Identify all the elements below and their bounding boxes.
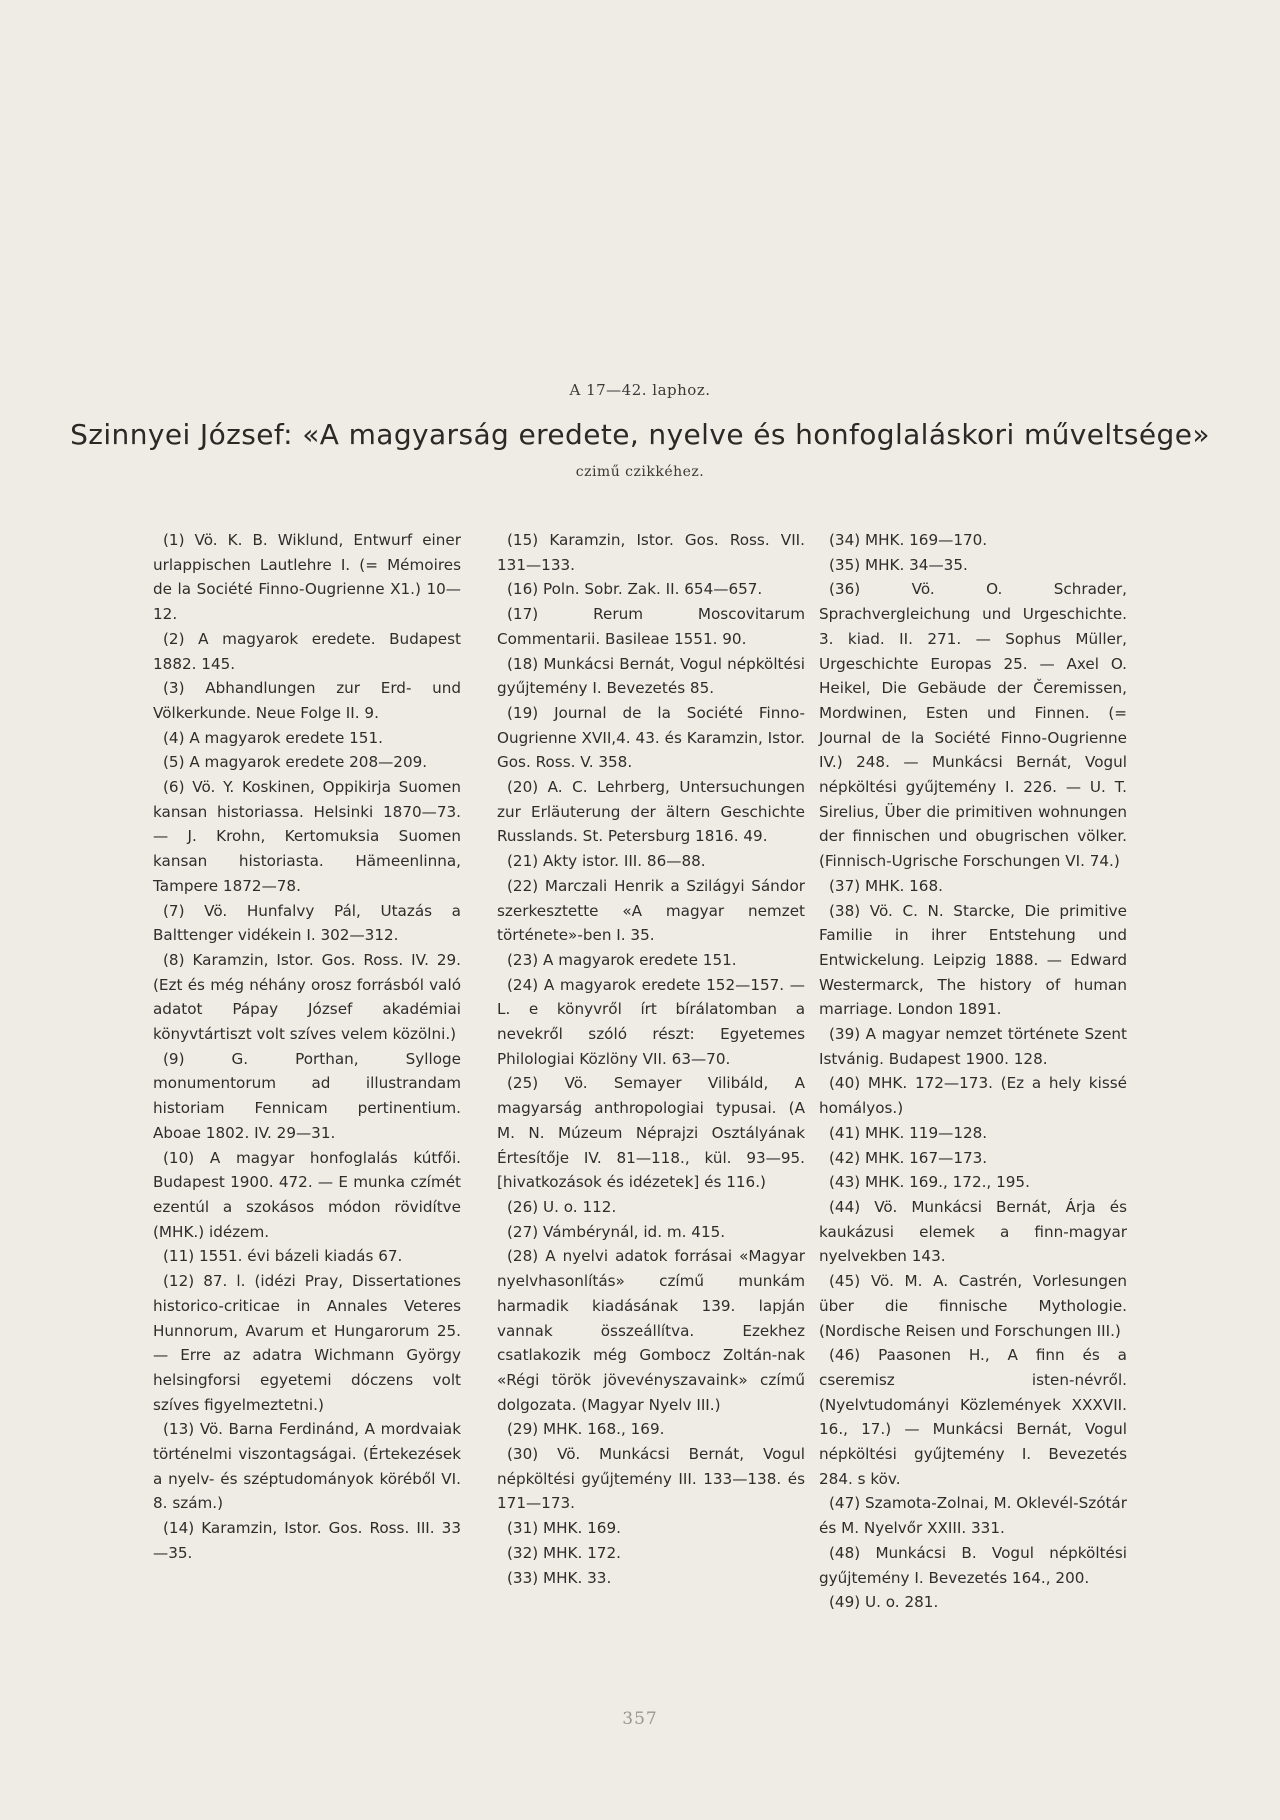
notes-column-3	[819, 528, 1127, 1615]
footnote: (5) A magyarok eredete 208—209.	[163, 753, 428, 772]
footnote: (15) Karamzin, Istor. Gos. Ross. VII. 131—133.	[497, 531, 805, 574]
footnote: (8) Karamzin, Istor. Gos. Ross. IV. 29. (Ezt és még néhány orosz forrásból való adatot Pápay József akadémiai könyvtártiszt volt szíves velem közölni.)	[153, 950, 461, 1044]
footnote: (16) Poln. Sobr. Zak. II. 654—657.	[507, 580, 763, 599]
footnote: (14) Karamzin, Istor. Gos. Ross. III. 33—35.	[153, 1519, 461, 1562]
footnote: (21) Akty istor. III. 86—88.	[507, 852, 706, 871]
footnote: (3) Abhandlungen zur Erd- und Völkerkunde. Neue Folge II. 9.	[153, 679, 461, 722]
footnote: (9) G. Porthan, Sylloge monumentorum ad illustrandam historiam Fennicam pertinentium. Aboae 1802. IV. 29—31.	[153, 1049, 461, 1142]
footnote: (28) A nyelvi adatok forrásai «Magyar nyelvhasonlítás» czímű munkám harmadik kiadásának 139. lapján vannak összeállítva. Ezekhez csatlakozik még Gombocz Zoltán-nak «Régi török jövevényszavaink» czímű dolgozata. (Magyar Nyelv III.)	[497, 1247, 805, 1414]
footnote: (36) Vö. O. Schrader, Sprachvergleichung und Urgeschichte. 3. kiad. II. 271. — Sophus Müller, Urgeschichte Europas 25. — Axel O. Heikel, Die Gebäude der Čeremissen, Mordwinen, Esten und Finnen. (= Journal de la Société Finno-Ougrienne IV.) 248. — Munkácsi Bernát, Vogul népköltési gyűjtemény I. 226. — U. T. Sirelius, Über die primitiven wohnungen der finnischen und obugrischen völker. (Finnisch-Ugrische Forschungen VI. 74.)	[819, 580, 1127, 871]
footnote: (39) A magyar nemzet története Szent Istvánig. Budapest 1900. 128.	[819, 1025, 1127, 1068]
notes-column-2	[497, 528, 805, 1590]
footnote: (46) Paasonen H., A finn és a cseremisz isten-névről. (Nyelvtudományi Közlemények XXXVII. 16., 17.) — Munkácsi Bernát, Vogul népköltési gyűjtemény I. Bevezetés 284. s köv.	[819, 1346, 1127, 1488]
footnote: (26) U. o. 112.	[507, 1197, 617, 1216]
footnote: (20) A. C. Lehrberg, Untersuchungen zur Erläuterung der ältern Geschichte Russlands. St. Petersburg 1816. 49.	[497, 778, 805, 846]
footnote: (12) 87. l. (idézi Pray, Dissertationes historico-criticae in Annales Veteres Hunnorum, Avarum et Hungarorum 25. — Erre az adatra Wichmann György helsingforsi egyetemi dóczens volt szíves figyelmeztetni.)	[153, 1272, 461, 1414]
page-number: 357	[622, 1709, 658, 1729]
article-subtitle: czimű czikkéhez.	[575, 464, 705, 480]
footnote: (43) MHK. 169., 172., 195.	[829, 1173, 1030, 1192]
footnote: (49) U. o. 281.	[829, 1593, 939, 1612]
footnote: (19) Journal de la Société Finno-Ougrienne XVII,4. 43. és Karamzin, Istor. Gos. Ross. V. 358.	[497, 703, 805, 772]
footnote: (33) MHK. 33.	[507, 1568, 612, 1587]
footnote: (37) MHK. 168.	[829, 876, 943, 895]
page-reference-line: A 17—42. laphoz.	[569, 381, 711, 399]
footnote: (44) Vö. Munkácsi Bernát, Árja és kaukázusi elemek a finn-magyar nyelvekben 143.	[819, 1197, 1127, 1266]
footnote: (13) Vö. Barna Ferdinánd, A mordvaiak történelmi viszontagságai. (Értekezések a nyelv- és széptudományok köréből VI. 8. szám.)	[153, 1420, 461, 1513]
notes-column-1	[153, 528, 461, 1566]
footnote: (32) MHK. 172.	[507, 1543, 621, 1562]
footnote: (2) A magyarok eredete. Budapest 1882. 145.	[153, 629, 461, 673]
footnote: (25) Vö. Semayer Vilibáld, A magyarság anthropologiai typusai. (A M. N. Múzeum Néprajzi Osztályának Értesítője IV. 81—118., kül. 93—95. [hivatkozások és idézetek] és 116.)	[497, 1074, 805, 1192]
footnote: (45) Vö. M. A. Castrén, Vorlesungen über die finnische Mythologie. (Nordische Reisen und Forschungen III.)	[819, 1272, 1127, 1340]
footnote: (34) MHK. 169—170.	[829, 531, 988, 549]
footnote: (42) MHK. 167—173.	[829, 1148, 988, 1167]
footnote: (47) Szamota-Zolnai, M. Oklevél-Szótár és M. Nyelvőr XXIII. 331.	[819, 1494, 1127, 1538]
footnote: (7) Vö. Hunfalvy Pál, Utazás a Balttenger vidékein I. 302—312.	[153, 901, 461, 945]
footnote: (40) MHK. 172—173. (Ez a hely kissé homályos.)	[819, 1074, 1127, 1118]
footnote: (18) Munkácsi Bernát, Vogul népköltési gyűjtemény I. Bevezetés 85.	[497, 654, 805, 698]
footnote: (48) Munkácsi B. Vogul népköltési gyűjtemény I. Bevezetés 164., 200.	[819, 1543, 1127, 1587]
footnote: (41) MHK. 119—128.	[829, 1123, 988, 1142]
footnote: (23) A magyarok eredete 151.	[507, 950, 737, 969]
footnote: (10) A magyar honfoglalás kútfői. Budapest 1900. 472. — E munka czímét ezentúl a szokásos módon rövidítve (MHK.) idézem.	[153, 1148, 461, 1241]
footnote: (22) Marczali Henrik a Szilágyi Sándor szerkesztette «A magyar nemzet története»-ben I. 35.	[497, 876, 805, 945]
footnote: (38) Vö. C. N. Starcke, Die primitive Familie in ihrer Entstehung und Entwickelung. Leipzig 1888. — Edward Westermarck, The history of human marriage. London 1891.	[819, 901, 1127, 1019]
footnote: (30) Vö. Munkácsi Bernát, Vogul népköltési gyűjtemény III. 133—138. és 171—173.	[497, 1445, 805, 1513]
footnote: (31) MHK. 169.	[507, 1519, 621, 1538]
footnote: (17) Rerum Moscovitarum Commentarii. Basileae 1551. 90.	[497, 605, 805, 648]
article-title: Szinnyei József: «A magyarság eredete, nyelve és honfoglaláskori műveltsége»	[70, 418, 1210, 451]
footnote: (29) MHK. 168., 169.	[507, 1420, 665, 1439]
footnote: (24) A magyarok eredete 152—157. — L. e könyvről írt bírálatomban a nevekről szóló részt: Egyetemes Philologiai Közlöny VII. 63—70.	[497, 975, 805, 1068]
footnote: (35) MHK. 34—35.	[829, 555, 968, 574]
footnote: (27) Vámbérynál, id. m. 415.	[507, 1222, 726, 1241]
footnote: (4) A magyarok eredete 151.	[163, 728, 383, 747]
footnote: (1) Vö. K. B. Wiklund, Entwurf einer urlappischen Lautlehre I. (= Mémoires de la Société Finno-Ougrienne X1.) 10—12.	[153, 531, 461, 624]
footnote: (11) 1551. évi bázeli kiadás 67.	[163, 1247, 403, 1266]
footnote: (6) Vö. Y. Koskinen, Oppikirja Suomen kansan historiassa. Helsinki 1870—73. — J. Krohn, Kertomuksia Suomen kansan historiasta. Hämeenlinna, Tampere 1872—78.	[153, 778, 461, 895]
